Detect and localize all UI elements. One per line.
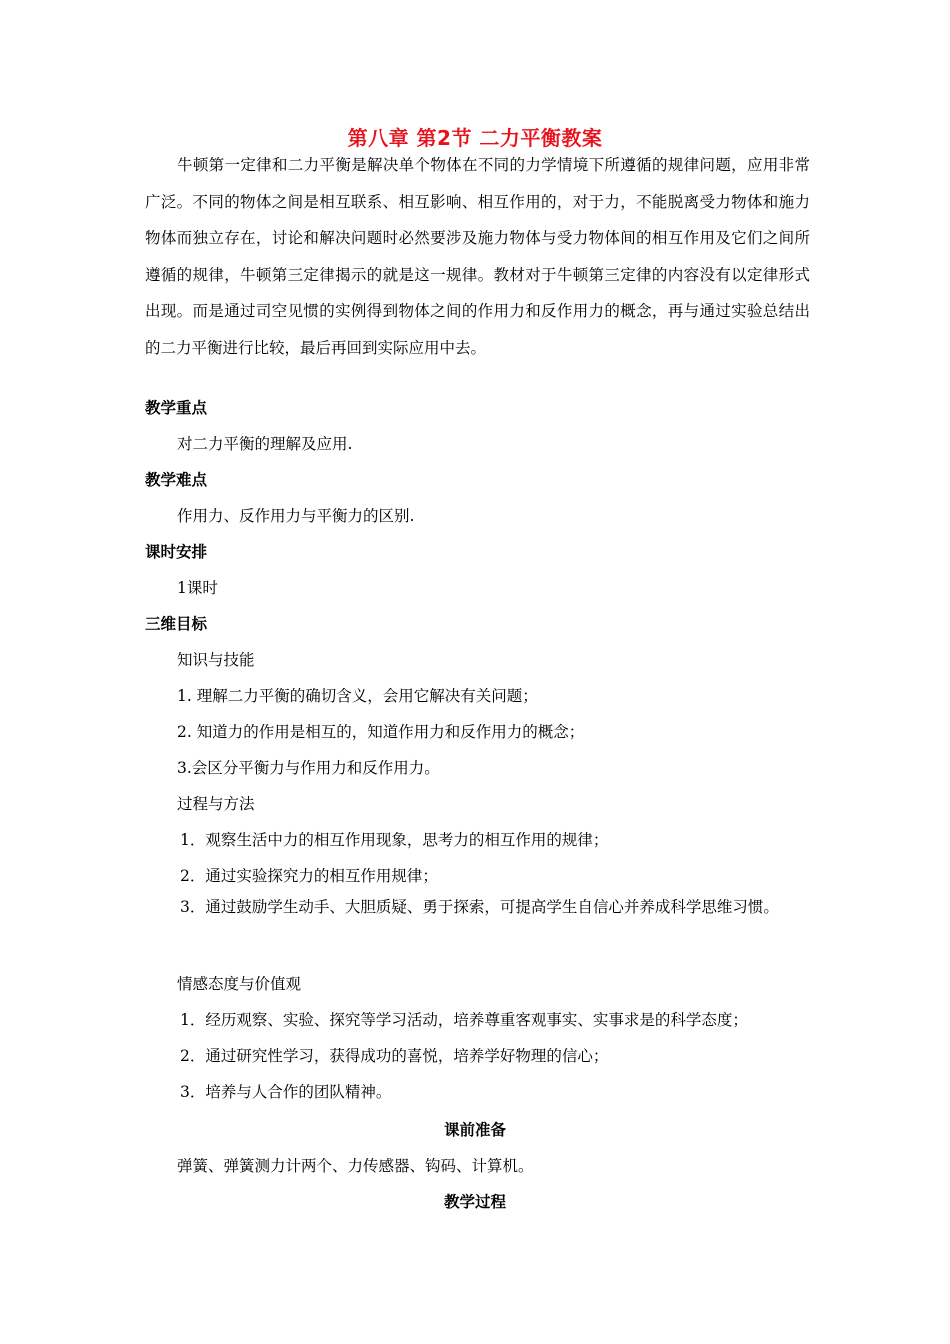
difficulties-text: 作用力、反作用力与平衡力的区别. (177, 507, 415, 525)
intro-paragraph: 牛顿第一定律和二力平衡是解决单个物体在不同的力学情境下所遵循的规律问题，应用非常广泛。不同的物体之间是相互联系、相互影响、相互作用的，对于力，不能脱离受力物体和施力物体而独立存在，讨论和解决问题时必然要涉及施力物体与受力物体间的相互作用及它们之间所遵循的规律，牛顿第三定律揭示的就是这一规律。教材对于牛顿第三定律的内容没有以定律形式出现。而是通过司空见惯的实例得到物体之间的作用力和反作用力的概念，再与通过实验总结出的二力平衡进行比较，最后再回到实际应用中去。 (145, 156, 810, 357)
process-label: 过程与方法 (177, 795, 255, 813)
process-item: 3．通过鼓励学生动手、大胆质疑、勇于探索，可提高学生自信心并养成科学思维习惯。 (180, 898, 779, 916)
document-title: 第八章 第2节 二力平衡教案 (347, 126, 603, 150)
key-points-heading: 教学重点 (145, 399, 208, 417)
knowledge-item: 1. 理解二力平衡的确切含义，会用它解决有关问题； (177, 687, 538, 705)
preparation-text: 弹簧、弹簧测力计两个、力传感器、钩码、计算机。 (177, 1157, 534, 1175)
schedule-text: 1课时 (177, 579, 218, 597)
key-points-text: 对二力平衡的理解及应用. (177, 435, 353, 453)
preparation-heading: 课前准备 (443, 1121, 506, 1139)
difficulties-heading: 教学难点 (145, 471, 208, 489)
attitude-item: 1．经历观察、实验、探究等学习活动，培养尊重客观事实、实事求是的科学态度； (180, 1011, 748, 1029)
process-item: 1．观察生活中力的相互作用现象，思考力的相互作用的规律； (180, 831, 609, 849)
process-section-heading: 教学过程 (443, 1193, 506, 1211)
process-item: 2．通过实验探究力的相互作用规律； (180, 867, 438, 885)
knowledge-item: 2. 知道力的作用是相互的，知道作用力和反作用力的概念； (177, 723, 585, 741)
knowledge-item: 3.会区分平衡力与作用力和反作用力。 (177, 759, 440, 777)
attitude-item: 2．通过研究性学习，获得成功的喜悦，培养学好物理的信心； (180, 1047, 609, 1065)
knowledge-label: 知识与技能 (177, 651, 255, 669)
schedule-heading: 课时安排 (145, 543, 208, 561)
attitude-item: 3．培养与人合作的团队精神。 (180, 1083, 392, 1101)
attitude-label: 情感态度与价值观 (177, 975, 302, 993)
goals-heading: 三维目标 (145, 615, 208, 633)
